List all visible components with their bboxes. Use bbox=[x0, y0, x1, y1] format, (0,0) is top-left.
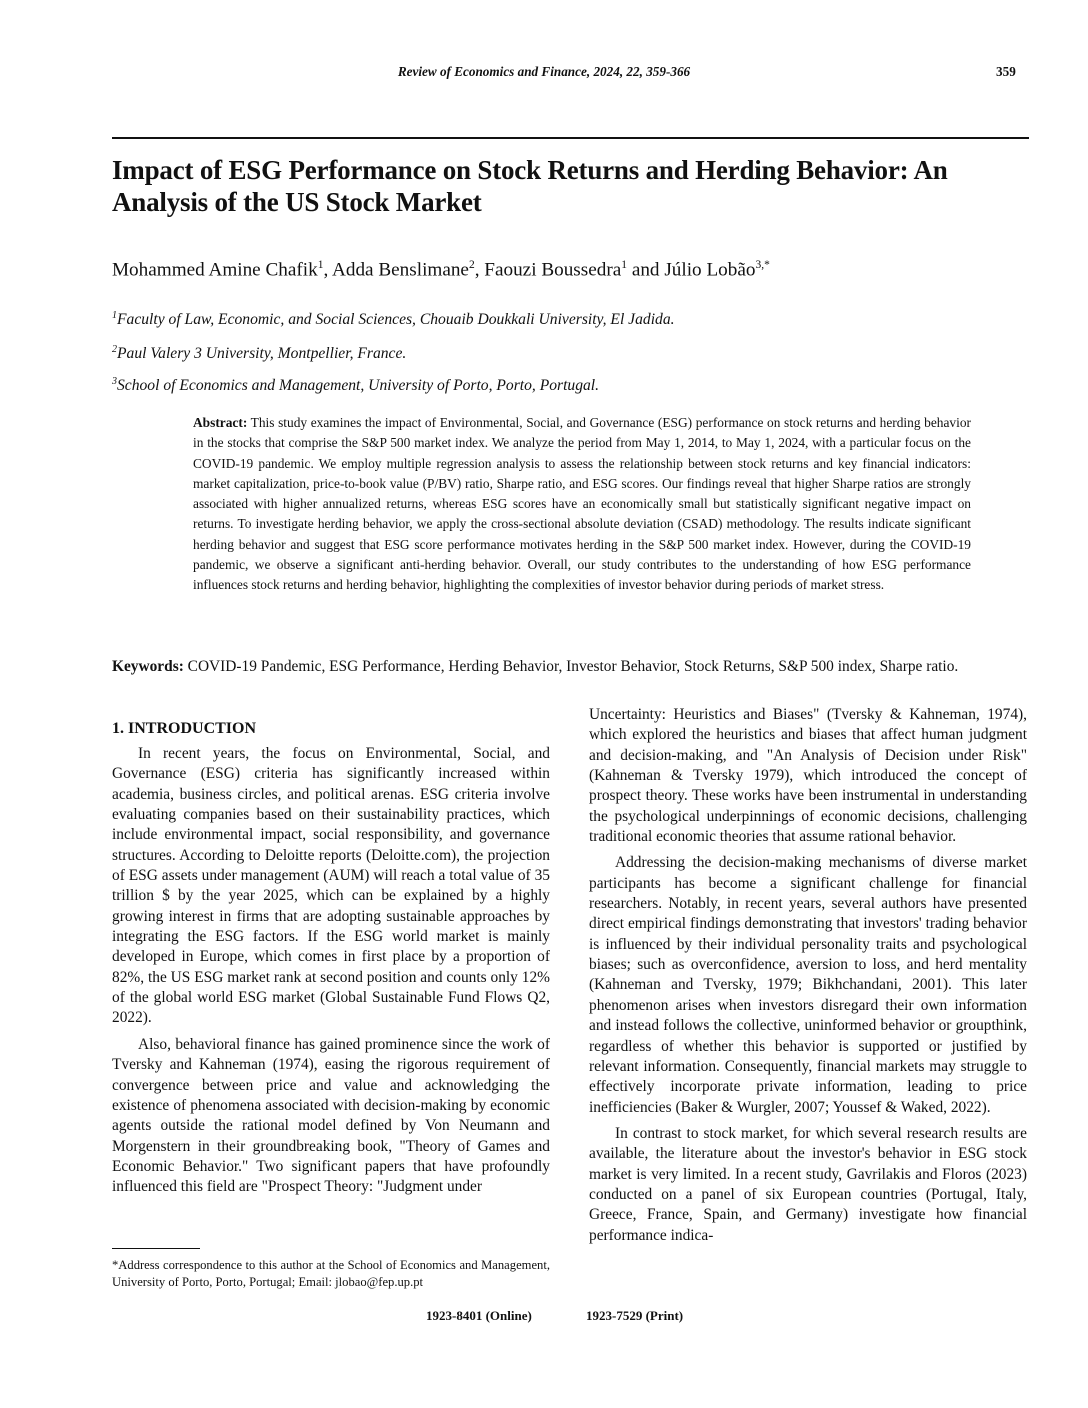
body-paragraph: Uncertainty: Heuristics and Biases" (Tversky & Kahneman, 1974), which explored the heuristics and biases that affect human judgment and decision-making, and "An Analysis of Decision under Risk" (Kahneman & Tversky 1979), which introduced the concept of prospect theory. These works have been instrumental in understanding the psychological underpinnings of economic decisions, challenging traditional economic theories that assume rational behavior. bbox=[589, 706, 1027, 846]
author-separator: , bbox=[323, 259, 332, 281]
author-list bbox=[112, 253, 1012, 282]
affiliation-3 bbox=[112, 372, 1012, 396]
body-paragraph: Addressing the decision-making mechanisms of diverse market participants has become a significant challenge for financial researchers. Notably, in recent years, several authors have presented direct empirical findings demonstrating that investors' trading behavior is influenced by their individual personality traits and psychological biases; such as overconfidence, aversion to loss, and herd mentality (Kahneman and Tversky, 1979; Bikhchandani, 2001). This later phenomenon arises when investors disregard their own information and instead follows the collective, uninformed behavior or groupthink, regardless of whether this behavior is supported or justified by relevant information. Consequently, financial markets may struggle to effectively incorporate private information, leading to price inefficiencies (Baker & Wurgler, 2007; Youssef & Waked, 2022). bbox=[589, 854, 1027, 1116]
abstract bbox=[193, 413, 971, 596]
footnote-rule bbox=[112, 1248, 200, 1249]
author-name: Adda Benslimane bbox=[332, 259, 469, 281]
affiliation-mark: 3 bbox=[112, 376, 117, 387]
author-affiliation-mark: 1 bbox=[317, 259, 324, 271]
right-column bbox=[589, 705, 1027, 1246]
body-paragraph: In contrast to stock market, for which several research results are available, the literature about the investor's behavior in ESG stock market is very limited. In a recent study, Gavrilakis and Floros (2023) conducted on a panel of six European countries (Portugal, Italy, Greece, France, Spain, and Germany) investigate how financial performance indica- bbox=[589, 1124, 1027, 1244]
affiliation-text: Paul Valery 3 University, Montpellier, France. bbox=[117, 345, 407, 363]
affiliation-2 bbox=[112, 340, 1012, 364]
abstract-label: Abstract: bbox=[193, 415, 248, 430]
author-separator: , bbox=[474, 259, 485, 281]
body-paragraph: Also, behavioral finance has gained prominence since the work of Tversky and Kahneman (1974), easing the rigorous requirement of convergence between price and value and acknowledging the existence of phenomena associated with decision-making by economic agents outside the rational model defined by Von Neumann and Morgenstern in their groundbreaking book, "Theory of Games and Economic Behavior." Two significant papers that have profoundly influenced this field are "Prospect Theory: "Judgment under bbox=[112, 1035, 550, 1196]
issn-online: 1923-8401 (Online) bbox=[426, 1308, 532, 1323]
author-affiliation-mark: 3,* bbox=[755, 259, 770, 271]
body-paragraph: In recent years, the focus on Environmental, Social, and Governance (ESG) criteria has significantly increased within academia, business circles, and political arenas. ESG criteria involve evaluating companies based on their sustainability practices, which include environmental impact, social responsibility, and governance structures. According to Deloitte reports (Deloitte.com), the projection of ESG assets under management (AUM) will reach a total value of 35 trillion $ by the year 2025, which can be explained by a highly growing interest in firms that are adopting sustainable approaches by integrating the ESG factors. If the ESG world market is mainly developed in Europe, which comes in first place by a proportion of 82%, the US ESG market rank at second position and counts only 12% of the global world ESG market (Global Sustainable Fund Flows Q2, 2022). bbox=[112, 745, 550, 1027]
keywords bbox=[112, 656, 1030, 677]
correspondence-footnote: *Address correspondence to this author at the School of Economics and Management, University of Porto, Porto, Portugal; Email: jlobao@fep.up.pt bbox=[112, 1258, 550, 1289]
affiliation-mark: 1 bbox=[112, 310, 117, 321]
affiliation-text: School of Economics and Management, University of Porto, Porto, Portugal. bbox=[117, 377, 600, 395]
author-name: Mohammed Amine Chafik bbox=[112, 259, 318, 281]
journal-citation: Review of Economics and Finance, 2024, 22, 359-366 bbox=[397, 64, 691, 79]
section-heading: 1. INTRODUCTION bbox=[112, 720, 257, 737]
left-column bbox=[112, 718, 550, 1198]
author-affiliation-mark: 2 bbox=[468, 259, 475, 271]
page-number: 359 bbox=[996, 64, 1016, 79]
author-name: Faouzi Boussedra bbox=[484, 259, 622, 281]
keywords-label: Keywords: bbox=[112, 658, 184, 675]
author-affiliation-mark: 1 bbox=[621, 259, 628, 271]
affiliation-text: Faculty of Law, Economic, and Social Sciences, Chouaib Doukkali University, El Jadida. bbox=[117, 311, 675, 329]
affiliation-mark: 2 bbox=[112, 344, 117, 355]
author-separator: and bbox=[627, 259, 665, 281]
affiliation-1 bbox=[112, 306, 1012, 330]
header-rule bbox=[112, 137, 1029, 139]
author-name: Júlio Lobão bbox=[664, 259, 756, 281]
abstract-text: This study examines the impact of Environmental, Social, and Governance (ESG) performance on stock returns and herding behavior in the stocks that comprise the S&P 500 market index. We analyze the period from May 1, 2014, to May 1, 2024, with a particular focus on the COVID-19 pandemic. We employ multiple regression analysis to assess the relationship between stock returns and key financial indicators: market capitalization, price-to-book value (P/BV) ratio, Sharpe ratio, and ESG scores. Our findings reveal that higher Sharpe ratios are strongly associated with higher annualized returns, whereas ESG scores have an economically small but statistically significant negative impact on returns. To investigate herding behavior, we apply the cross-sectional absolute deviation (CSAD) methodology. The results indicate significant herding behavior and suggest that ESG score performance motivates herding in the S&P 500 market index. However, during the COVID-19 pandemic, we observe a significant anti-herding behavior. Overall, our study contributes to the understanding of how ESG performance influences stock returns and herding behavior, highlighting the complexities of investor behavior during periods of market stress. bbox=[193, 415, 971, 593]
paper-title: Impact of ESG Performance on Stock Returns and Herding Behavior: An Analysis of the US Stock Market bbox=[112, 155, 948, 217]
keywords-text: COVID-19 Pandemic, ESG Performance, Herding Behavior, Investor Behavior, Stock Returns, S&P 500 index, Sharpe ratio. bbox=[183, 658, 959, 675]
issn-print: 1923-7529 (Print) bbox=[586, 1308, 684, 1323]
